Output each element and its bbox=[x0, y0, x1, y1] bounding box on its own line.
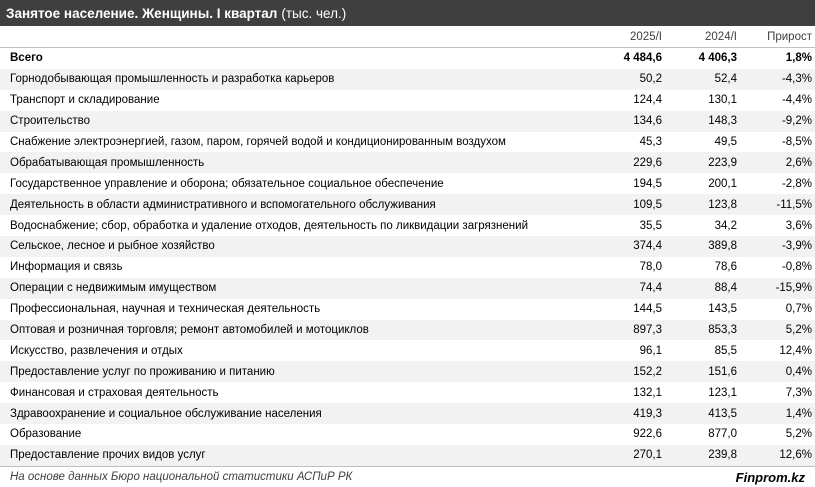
value-2025: 4 484,6 bbox=[623, 52, 662, 65]
value-2025: 50,2 bbox=[555, 69, 665, 90]
sector-name: Государственное управление и оборона; обязательное социальное обеспечение bbox=[10, 177, 444, 190]
growth-value: -3,9% bbox=[740, 236, 815, 257]
growth-value: -0,8% bbox=[781, 261, 812, 274]
table-row bbox=[0, 445, 815, 466]
source-note: На основе данных Бюро национальной статистики АСПиР РК bbox=[10, 471, 353, 483]
header-2025: 2025/I bbox=[555, 26, 665, 48]
growth-value: -2,8% bbox=[781, 177, 812, 190]
value-2025: 270,1 bbox=[555, 445, 665, 466]
growth-value: 12,6% bbox=[740, 445, 815, 466]
value-2024: 34,2 bbox=[714, 219, 737, 232]
table-row bbox=[0, 69, 815, 90]
value-2024: 130,1 bbox=[708, 94, 737, 107]
sector-name: Транспорт и складирование bbox=[10, 94, 160, 107]
growth-value: -4,4% bbox=[781, 94, 812, 107]
value-2024: 223,9 bbox=[665, 152, 740, 173]
value-2024: 413,5 bbox=[665, 403, 740, 424]
title-main: Занятое население. Женщины. I квартал bbox=[6, 5, 278, 21]
sector-name: Финансовая и страховая деятельность bbox=[10, 386, 219, 399]
value-2024: 148,3 bbox=[665, 111, 740, 132]
table-row bbox=[0, 382, 815, 403]
value-2024: 123,1 bbox=[708, 386, 737, 399]
sector-name: Горнодобывающая промышленность и разработка карьеров bbox=[0, 69, 555, 90]
table-row bbox=[0, 361, 815, 382]
sector-name: Образование bbox=[10, 428, 82, 441]
growth-value: 3,6% bbox=[785, 219, 812, 232]
sector-name: Деятельность в области административного и вспомогательного обслуживания bbox=[0, 194, 555, 215]
table-row bbox=[0, 257, 815, 278]
growth-value: 1,4% bbox=[740, 403, 815, 424]
growth-value: -15,9% bbox=[740, 278, 815, 299]
table-row bbox=[0, 278, 815, 299]
value-2024: 49,5 bbox=[714, 136, 737, 148]
sector-name: Информация и связь bbox=[10, 261, 123, 274]
sector-name: Снабжение электроэнергией, газом, паром, горячей водой и кондиционированным воздухом bbox=[10, 136, 506, 148]
table-row bbox=[0, 424, 815, 445]
growth-value: 2,6% bbox=[740, 152, 815, 173]
value-2024: 151,6 bbox=[665, 361, 740, 382]
sector-name: Сельское, лесное и рыбное хозяйство bbox=[0, 236, 555, 257]
value-2025: 96,1 bbox=[639, 344, 662, 357]
footer bbox=[0, 466, 815, 487]
value-2024: 4 406,3 bbox=[698, 52, 737, 65]
value-2025: 124,4 bbox=[633, 94, 662, 107]
table-row bbox=[0, 152, 815, 173]
header-row bbox=[0, 26, 815, 48]
value-2024: 200,1 bbox=[708, 177, 737, 190]
value-2025: 152,2 bbox=[555, 361, 665, 382]
table-row bbox=[0, 173, 815, 194]
table-row bbox=[0, 194, 815, 215]
value-2025: 194,5 bbox=[633, 177, 662, 190]
header-2024: 2024/I bbox=[665, 26, 740, 48]
value-2025: 35,5 bbox=[639, 219, 662, 232]
value-2024: 143,5 bbox=[708, 303, 737, 316]
sector-name: Строительство bbox=[0, 111, 555, 132]
value-2025: 922,6 bbox=[633, 428, 662, 441]
value-2024: 88,4 bbox=[665, 278, 740, 299]
header-growth: Прирост bbox=[740, 26, 815, 48]
value-2024: 85,5 bbox=[714, 344, 737, 357]
table-row bbox=[0, 299, 815, 320]
employment-table bbox=[0, 26, 815, 466]
value-2024: 389,8 bbox=[665, 236, 740, 257]
growth-value: -9,2% bbox=[740, 111, 815, 132]
value-2024: 877,0 bbox=[708, 428, 737, 441]
title-unit: (тыс. чел.) bbox=[281, 5, 347, 21]
value-2025: 144,5 bbox=[633, 303, 662, 316]
value-2025: 419,3 bbox=[555, 403, 665, 424]
value-2025: 109,5 bbox=[555, 194, 665, 215]
header-sector bbox=[0, 26, 555, 48]
sector-name: Операции с недвижимым имуществом bbox=[0, 278, 555, 299]
value-2025: 74,4 bbox=[555, 278, 665, 299]
sector-name: Водоснабжение; сбор, обработка и удаление отходов, деятельность по ликвидации загрязнений bbox=[10, 219, 528, 232]
total-row bbox=[0, 48, 815, 69]
table-row bbox=[0, 90, 815, 111]
sector-name: Оптовая и розничная торговля; ремонт автомобилей и мотоциклов bbox=[0, 320, 555, 341]
table-title bbox=[0, 0, 815, 26]
value-2025: 897,3 bbox=[555, 320, 665, 341]
value-2024: 52,4 bbox=[665, 69, 740, 90]
table-row bbox=[0, 320, 815, 341]
table-row bbox=[0, 215, 815, 236]
growth-value: 0,7% bbox=[785, 303, 812, 316]
growth-value: 1,8% bbox=[785, 52, 812, 65]
brand-logo: Finprom.kz bbox=[735, 469, 805, 485]
value-2025: 134,6 bbox=[555, 111, 665, 132]
sector-name: Здравоохранение и социальное обслуживание населения bbox=[0, 403, 555, 424]
table-row bbox=[0, 111, 815, 132]
value-2025: 132,1 bbox=[633, 386, 662, 399]
value-2025: 45,3 bbox=[639, 136, 662, 148]
growth-value: -4,3% bbox=[740, 69, 815, 90]
sector-name: Обрабатывающая промышленность bbox=[0, 152, 555, 173]
value-2024: 123,8 bbox=[665, 194, 740, 215]
sector-name: Искусство, развлечения и отдых bbox=[10, 344, 183, 357]
growth-value: -8,5% bbox=[781, 136, 812, 148]
value-2024: 853,3 bbox=[665, 320, 740, 341]
growth-value: 0,4% bbox=[740, 361, 815, 382]
growth-value: 7,3% bbox=[785, 386, 812, 399]
sector-name: Предоставление услуг по проживанию и питанию bbox=[0, 361, 555, 382]
value-2025: 229,6 bbox=[555, 152, 665, 173]
value-2025: 78,0 bbox=[639, 261, 662, 274]
growth-value: 12,4% bbox=[779, 344, 812, 357]
growth-value: 5,2% bbox=[785, 428, 812, 441]
value-2024: 78,6 bbox=[714, 261, 737, 274]
table-row bbox=[0, 236, 815, 257]
sector-name: Всего bbox=[10, 52, 43, 65]
table-row bbox=[0, 340, 815, 361]
table-row bbox=[0, 403, 815, 424]
growth-value: -11,5% bbox=[740, 194, 815, 215]
value-2025: 374,4 bbox=[555, 236, 665, 257]
sector-name: Предоставление прочих видов услуг bbox=[0, 445, 555, 466]
value-2024: 239,8 bbox=[665, 445, 740, 466]
table-row bbox=[0, 132, 815, 153]
sector-name: Профессиональная, научная и техническая деятельность bbox=[10, 303, 321, 316]
growth-value: 5,2% bbox=[740, 320, 815, 341]
